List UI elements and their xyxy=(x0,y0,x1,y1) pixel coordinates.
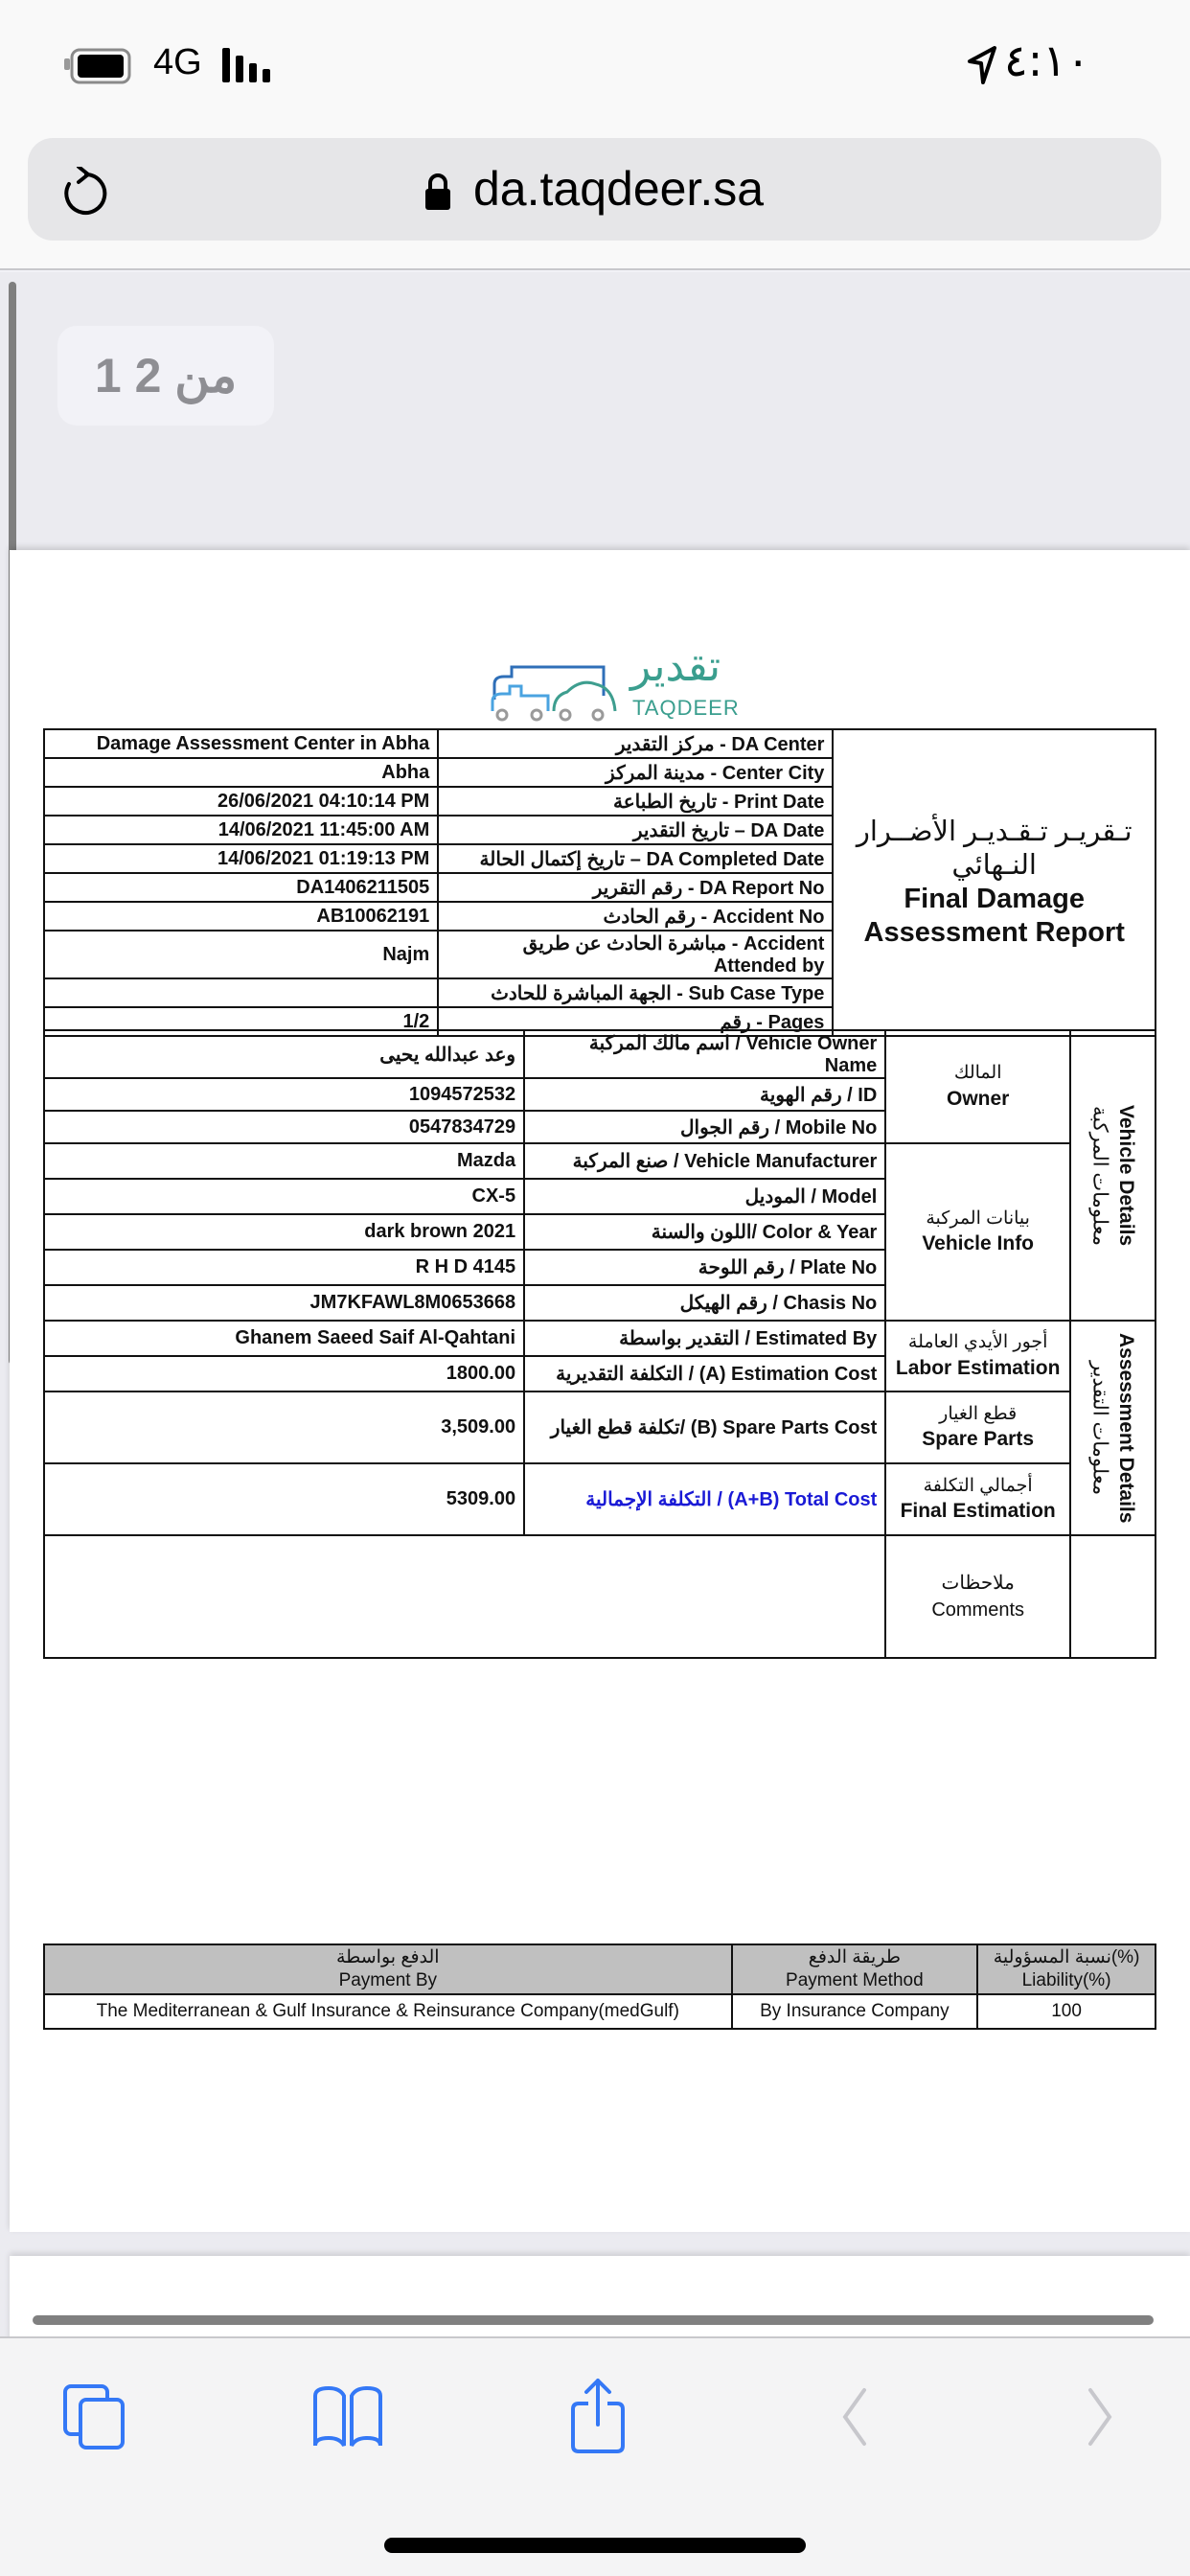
completed-date-value: 14/06/2021 01:19:13 PM xyxy=(44,844,438,873)
payment-method-header xyxy=(732,1944,978,1994)
accident-no-label: رقم الحادث - Accident No xyxy=(438,902,833,931)
estimation-cost-label: التكلفة التقديرية / (A) Estimation Cost xyxy=(524,1356,885,1392)
pdf-page-1 xyxy=(10,550,1190,2232)
color-year-value: dark brown 2021 xyxy=(44,1214,524,1250)
report-title-en-1: Final Damage xyxy=(904,884,1085,914)
spare-parts-en: Spare Parts xyxy=(922,1428,1035,1451)
estimated-by-label: التقدير بواسطة / Estimated By xyxy=(524,1321,885,1356)
reload-icon[interactable] xyxy=(59,167,107,224)
payment-table xyxy=(43,1944,1156,2030)
payment-row xyxy=(44,1994,1156,2029)
share-icon[interactable] xyxy=(567,2377,629,2455)
assessment-details-section xyxy=(1070,1321,1156,1535)
color-year-label: اللون والسنة/ Color & Year xyxy=(524,1214,885,1250)
print-date-label: تاريخ الطباعة - Print Date xyxy=(438,787,833,816)
mobile-label: رقم الجوال / Mobile No xyxy=(524,1111,885,1143)
logo-arabic: تقدير xyxy=(630,642,721,691)
table-row xyxy=(44,1463,1156,1535)
payment-header-row xyxy=(44,1944,1156,1994)
truck-car-logo-icon xyxy=(489,656,623,723)
assessment-details-en: Assessment Details xyxy=(1114,1332,1137,1524)
model-label: الموديل / Model xyxy=(524,1179,885,1214)
total-cost-label[interactable]: التكلفة الإجمالية / (A+B) Total Cost xyxy=(524,1463,885,1535)
liability-en: Liability(%) xyxy=(1021,1970,1111,1990)
pages-value: 1/2 xyxy=(44,1007,438,1036)
manufacturer-value: Mazda xyxy=(44,1143,524,1179)
liability-header xyxy=(977,1944,1156,1994)
vehicle-details-en: Vehicle Details xyxy=(1114,1104,1137,1247)
vehicle-info-group xyxy=(885,1143,1070,1321)
lock-icon xyxy=(423,172,452,211)
header-row xyxy=(44,729,1156,758)
id-value: 1094572532 xyxy=(44,1078,524,1111)
payment-by-value: The Mediterranean & Gulf Insurance & Reinsurance Company(medGulf) xyxy=(44,1994,732,2029)
owner-group xyxy=(885,1030,1070,1143)
clock: ٤:١٠ xyxy=(1004,34,1090,86)
report-title xyxy=(833,729,1156,1036)
labor-ar: أجور الأيدي العاملة xyxy=(907,1332,1048,1352)
payment-by-en: Payment By xyxy=(338,1970,437,1990)
report-no-value: DA1406211505 xyxy=(44,873,438,902)
da-center-value: Damage Assessment Center in Abha xyxy=(44,729,438,758)
spare-parts-group xyxy=(885,1392,1070,1463)
logo-english: TAQDEER xyxy=(632,696,740,720)
chassis-value: JM7KFAWL8M0653668 xyxy=(44,1285,524,1321)
estimated-by-value: Ghanem Saeed Saif Al-Qahtani xyxy=(44,1321,524,1356)
location-arrow-icon xyxy=(966,46,998,84)
id-label: رقم الهوية / ID xyxy=(524,1078,885,1111)
comments-en: Comments xyxy=(931,1599,1025,1621)
table-row xyxy=(44,1321,1156,1356)
total-cost-value: 5309.00 xyxy=(44,1463,524,1535)
table-row xyxy=(44,1030,1156,1078)
spare-parts-ar: قطع الغيار xyxy=(939,1403,1018,1424)
mobile-value: 0547834729 xyxy=(44,1111,524,1143)
forward-icon[interactable] xyxy=(1081,2386,1119,2448)
completed-date-label: تاريخ إكتمال الحالة – DA Completed Date xyxy=(438,844,833,873)
sub-case-type-value xyxy=(44,978,438,1007)
final-estimation-en: Final Estimation xyxy=(900,1500,1056,1523)
payment-by-ar: الدفع بواسطة xyxy=(335,1947,440,1968)
comments-side-cell xyxy=(1070,1535,1156,1658)
signal-icon xyxy=(220,48,276,82)
final-estimation-group xyxy=(885,1463,1070,1535)
owner-group-en: Owner xyxy=(946,1087,1010,1110)
print-date-value: 26/06/2021 04:10:14 PM xyxy=(44,787,438,816)
owner-name-value: وعد عبدالله يحيى xyxy=(44,1030,524,1078)
payment-method-value: By Insurance Company xyxy=(732,1994,978,2029)
report-header-table xyxy=(43,728,1156,1037)
payment-method-ar: طريقة الدفع xyxy=(808,1947,901,1968)
payment-method-en: Payment Method xyxy=(786,1970,924,1990)
owner-name-label: اسم مالك المركبة / Vehicle Owner Name xyxy=(524,1030,885,1078)
spare-parts-cost-value: 3,509.00 xyxy=(44,1392,524,1463)
payment-by-header xyxy=(44,1944,732,1994)
vehicle-info-en: Vehicle Info xyxy=(922,1232,1035,1255)
table-row xyxy=(44,1143,1156,1179)
estimation-cost-value: 1800.00 xyxy=(44,1356,524,1392)
status-bar xyxy=(0,0,1190,134)
details-table xyxy=(43,1029,1156,1659)
battery-icon xyxy=(63,48,140,84)
liability-ar: نسبة المسؤولية(%) xyxy=(993,1947,1140,1968)
da-date-label: تاريخ التقدير – DA Date xyxy=(438,816,833,844)
tabs-icon[interactable] xyxy=(61,2382,130,2451)
comments-row xyxy=(44,1535,1156,1658)
report-no-label: رقم التقرير - DA Report No xyxy=(438,873,833,902)
labor-en: Labor Estimation xyxy=(895,1356,1061,1379)
taqdeer-logo xyxy=(489,642,747,727)
browser-address-area xyxy=(0,134,1190,270)
bookmarks-icon[interactable] xyxy=(311,2384,384,2450)
chassis-label: رقم الهيكل / Chasis No xyxy=(524,1285,885,1321)
network-type: 4G xyxy=(153,42,202,82)
sub-case-type-label: الجهة المباشرة للحادث - Sub Case Type xyxy=(438,978,833,1007)
report-title-ar: تـقريـر تـقـديـر الأضــرار النـهائي xyxy=(856,816,1133,882)
owner-group-ar: المالك xyxy=(953,1063,1002,1083)
plate-label: رقم اللوحة / Plate No xyxy=(524,1250,885,1285)
plate-value: R H D 4145 xyxy=(44,1250,524,1285)
da-date-value: 14/06/2021 11:45:00 AM xyxy=(44,816,438,844)
attended-by-value: Najm xyxy=(44,931,438,978)
center-city-value: Abha xyxy=(44,758,438,787)
spare-parts-cost-label: تكلفة قطع الغيار/ (B) Spare Parts Cost xyxy=(524,1392,885,1463)
model-value: CX-5 xyxy=(44,1179,524,1214)
table-row xyxy=(44,1392,1156,1463)
pdf-viewer[interactable] xyxy=(0,272,1190,2336)
labor-group xyxy=(885,1321,1070,1392)
comments-ar: ملاحظات xyxy=(941,1573,1015,1594)
accident-no-value: AB10062191 xyxy=(44,902,438,931)
url-text[interactable]: da.taqdeer.sa xyxy=(473,162,765,216)
back-icon[interactable] xyxy=(835,2386,874,2448)
pages-label: رقم - Pages xyxy=(438,1007,833,1036)
horizontal-scrollbar[interactable] xyxy=(33,2315,1154,2325)
da-center-label: مركز التقدير - DA Center xyxy=(438,729,833,758)
page-counter: 1 من 2 xyxy=(57,326,274,426)
final-estimation-ar: أجمالي التكلفة xyxy=(923,1475,1033,1496)
comments-label xyxy=(885,1535,1070,1658)
attended-by-label: مباشرة الحادث عن طريق - Accident Attended by xyxy=(438,931,833,978)
vehicle-details-ar: معلومات المركبة xyxy=(1088,1105,1111,1246)
report-title-en-2: Assessment Report xyxy=(863,916,1125,948)
vehicle-info-ar: بيانات المركبة xyxy=(926,1208,1030,1229)
liability-value: 100 xyxy=(977,1994,1156,2029)
comments-value xyxy=(44,1535,885,1658)
home-indicator[interactable] xyxy=(384,2538,806,2553)
address-bar[interactable] xyxy=(28,138,1161,241)
manufacturer-label: صنع المركبة / Vehicle Manufacturer xyxy=(524,1143,885,1179)
vehicle-details-section xyxy=(1070,1030,1156,1321)
center-city-label: مدينة المركز - Center City xyxy=(438,758,833,787)
assessment-details-ar: معلومات التقدير xyxy=(1088,1360,1111,1496)
